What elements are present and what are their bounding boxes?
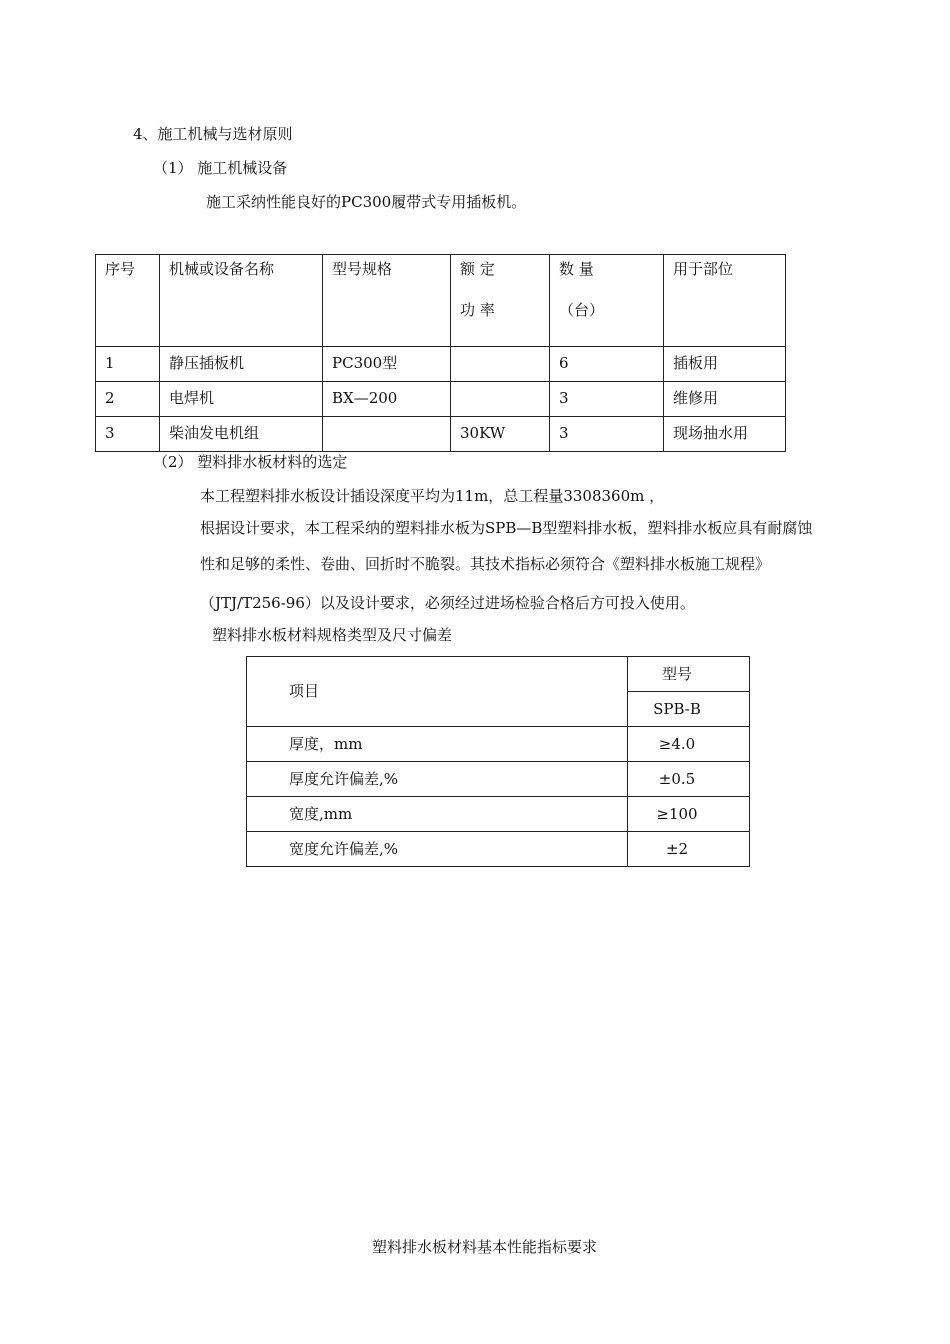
spec-cell-value: ≥4.0 bbox=[628, 727, 750, 762]
spec-header-type: 型号 bbox=[628, 657, 750, 692]
table-row bbox=[96, 417, 786, 452]
header-power-line2: 功 率 bbox=[460, 301, 495, 319]
equipment-intro-text: 施工采纳性能良好的PC300履带式专用插板机。 bbox=[206, 193, 527, 211]
material-paragraph-line3: 性和足够的柔性、卷曲、回折时不脆裂。其技术指标必须符合《塑料排水板施工规程》 bbox=[200, 555, 771, 573]
header-qty bbox=[550, 255, 664, 347]
subsection-equipment-heading: （1） 施工机械设备 bbox=[153, 159, 288, 177]
cell-power bbox=[451, 347, 550, 382]
cell-usage: 插板用 bbox=[664, 347, 786, 382]
cell-qty: 3 bbox=[550, 417, 664, 452]
material-paragraph-line2: 根据设计要求，本工程采纳的塑料排水板为SPB—B型塑料排水板，塑料排水板应具有耐腐蚀 bbox=[200, 519, 813, 537]
spec-cell-item: 宽度允许偏差,% bbox=[247, 832, 628, 867]
cell-model bbox=[323, 417, 451, 452]
cell-name: 电焊机 bbox=[160, 382, 323, 417]
cell-power: 30KW bbox=[451, 417, 550, 452]
header-no: 序号 bbox=[96, 255, 160, 347]
spec-table bbox=[246, 656, 750, 867]
cell-model: PC300型 bbox=[323, 347, 451, 382]
spec-table-header bbox=[247, 657, 750, 692]
material-paragraph-line1: 本工程塑料排水板设计插设深度平均为11m，总工程量3308360m ， bbox=[200, 487, 665, 505]
bottom-caption: 塑料排水板材料基本性能指标要求 bbox=[372, 1238, 598, 1256]
table-row bbox=[96, 382, 786, 417]
material-paragraph-line4: （JTJ/T256-96）以及设计要求，必须经过进场检验合格后方可投入使用。 bbox=[200, 594, 695, 612]
table-row bbox=[247, 832, 750, 867]
cell-qty: 6 bbox=[550, 347, 664, 382]
cell-power bbox=[451, 382, 550, 417]
header-qty-line2: （台） bbox=[559, 301, 605, 319]
table-row bbox=[247, 797, 750, 832]
header-name: 机械或设备名称 bbox=[160, 255, 323, 347]
header-power bbox=[451, 255, 550, 347]
table-row bbox=[247, 762, 750, 797]
spec-cell-value: ≥100 bbox=[628, 797, 750, 832]
header-model: 型号规格 bbox=[323, 255, 451, 347]
cell-usage: 现场抽水用 bbox=[664, 417, 786, 452]
table-row bbox=[96, 347, 786, 382]
subsection-material-heading: （2） 塑料排水板材料的选定 bbox=[153, 453, 348, 471]
cell-no: 1 bbox=[96, 347, 160, 382]
equipment-table bbox=[95, 254, 786, 452]
header-power-line1: 额 定 bbox=[460, 260, 495, 278]
cell-model: BX—200 bbox=[323, 382, 451, 417]
spec-cell-value: ±0.5 bbox=[628, 762, 750, 797]
cell-qty: 3 bbox=[550, 382, 664, 417]
cell-no: 3 bbox=[96, 417, 160, 452]
spec-header-type-value: SPB-B bbox=[628, 692, 750, 727]
header-qty-line1: 数 量 bbox=[559, 260, 594, 278]
cell-name: 柴油发电机组 bbox=[160, 417, 323, 452]
spec-table-caption: 塑料排水板材料规格类型及尺寸偏差 bbox=[212, 626, 453, 644]
cell-usage: 维修用 bbox=[664, 382, 786, 417]
table-row bbox=[247, 727, 750, 762]
spec-cell-value: ±2 bbox=[628, 832, 750, 867]
section-heading: 4、施工机械与选材原则 bbox=[133, 125, 293, 143]
spec-header-item: 项目 bbox=[247, 657, 628, 727]
spec-cell-item: 厚度，mm bbox=[247, 727, 628, 762]
cell-name: 静压插板机 bbox=[160, 347, 323, 382]
spec-cell-item: 厚度允许偏差,% bbox=[247, 762, 628, 797]
cell-no: 2 bbox=[96, 382, 160, 417]
spec-cell-item: 宽度,mm bbox=[247, 797, 628, 832]
equipment-table-header bbox=[96, 255, 786, 347]
header-usage: 用于部位 bbox=[664, 255, 786, 347]
